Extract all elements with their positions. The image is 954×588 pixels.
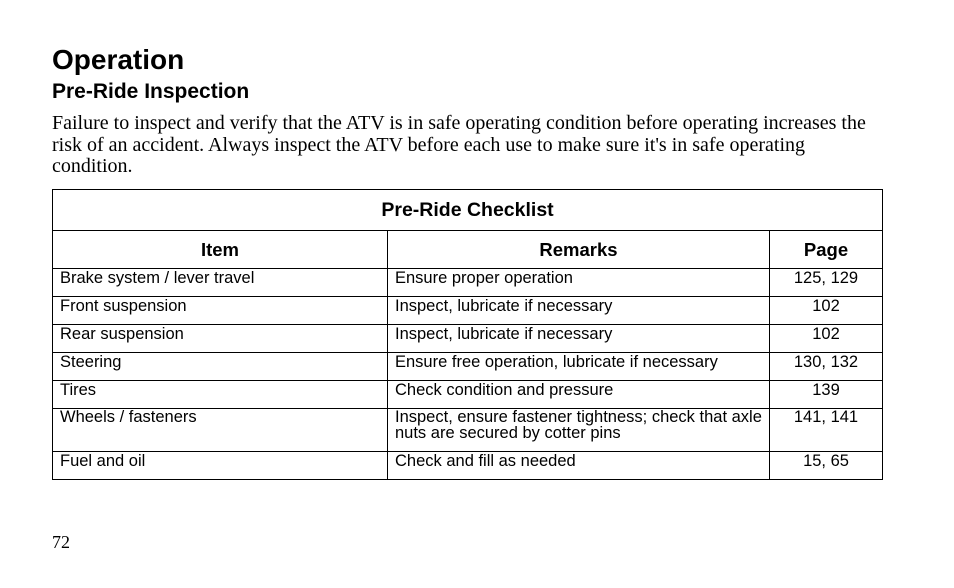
sub-title: Pre-Ride Inspection [52, 80, 250, 103]
column-header-remarks: Remarks [388, 231, 770, 269]
remarks-cell: Inspect, ensure fastener tightness; check that axle nuts are secured by cotter pins [388, 409, 770, 452]
item-cell: Brake system / lever travel [53, 269, 388, 297]
item-cell: Steering [53, 353, 388, 381]
page-cell: 125, 129 [770, 269, 883, 297]
item-cell: Tires [53, 381, 388, 409]
intro-paragraph: Failure to inspect and verify that the ATV is in safe operating condition before operating increases the risk of an accident. Always inspect the ATV before each use to make sure it's in safe operating condition. [52, 112, 866, 177]
pre-ride-checklist-table [52, 189, 883, 480]
table-caption: Pre-Ride Checklist [53, 190, 883, 231]
column-header-item: Item [53, 231, 388, 269]
item-cell: Front suspension [53, 297, 388, 325]
remarks-cell: Ensure proper operation [388, 269, 770, 297]
item-cell: Fuel and oil [53, 452, 388, 480]
table-row [53, 269, 883, 297]
table-row [53, 325, 883, 353]
page-cell: 130, 132 [770, 353, 883, 381]
page-number: 72 [52, 532, 70, 552]
table-row [53, 381, 883, 409]
table-row [53, 409, 883, 452]
remarks-cell: Ensure free operation, lubricate if necessary [388, 353, 770, 381]
page-cell: 141, 141 [770, 409, 883, 452]
column-header-page: Page [770, 231, 883, 269]
page-cell: 15, 65 [770, 452, 883, 480]
table-row [53, 297, 883, 325]
table-row [53, 452, 883, 480]
remarks-cell: Check condition and pressure [388, 381, 770, 409]
remarks-cell: Inspect, lubricate if necessary [388, 325, 770, 353]
page-cell: 102 [770, 325, 883, 353]
page-cell: 102 [770, 297, 883, 325]
section-title: Operation [52, 44, 185, 75]
page-cell: 139 [770, 381, 883, 409]
table-row [53, 353, 883, 381]
remarks-cell: Inspect, lubricate if necessary [388, 297, 770, 325]
item-cell: Wheels / fasteners [53, 409, 388, 452]
item-cell: Rear suspension [53, 325, 388, 353]
remarks-cell: Check and fill as needed [388, 452, 770, 480]
